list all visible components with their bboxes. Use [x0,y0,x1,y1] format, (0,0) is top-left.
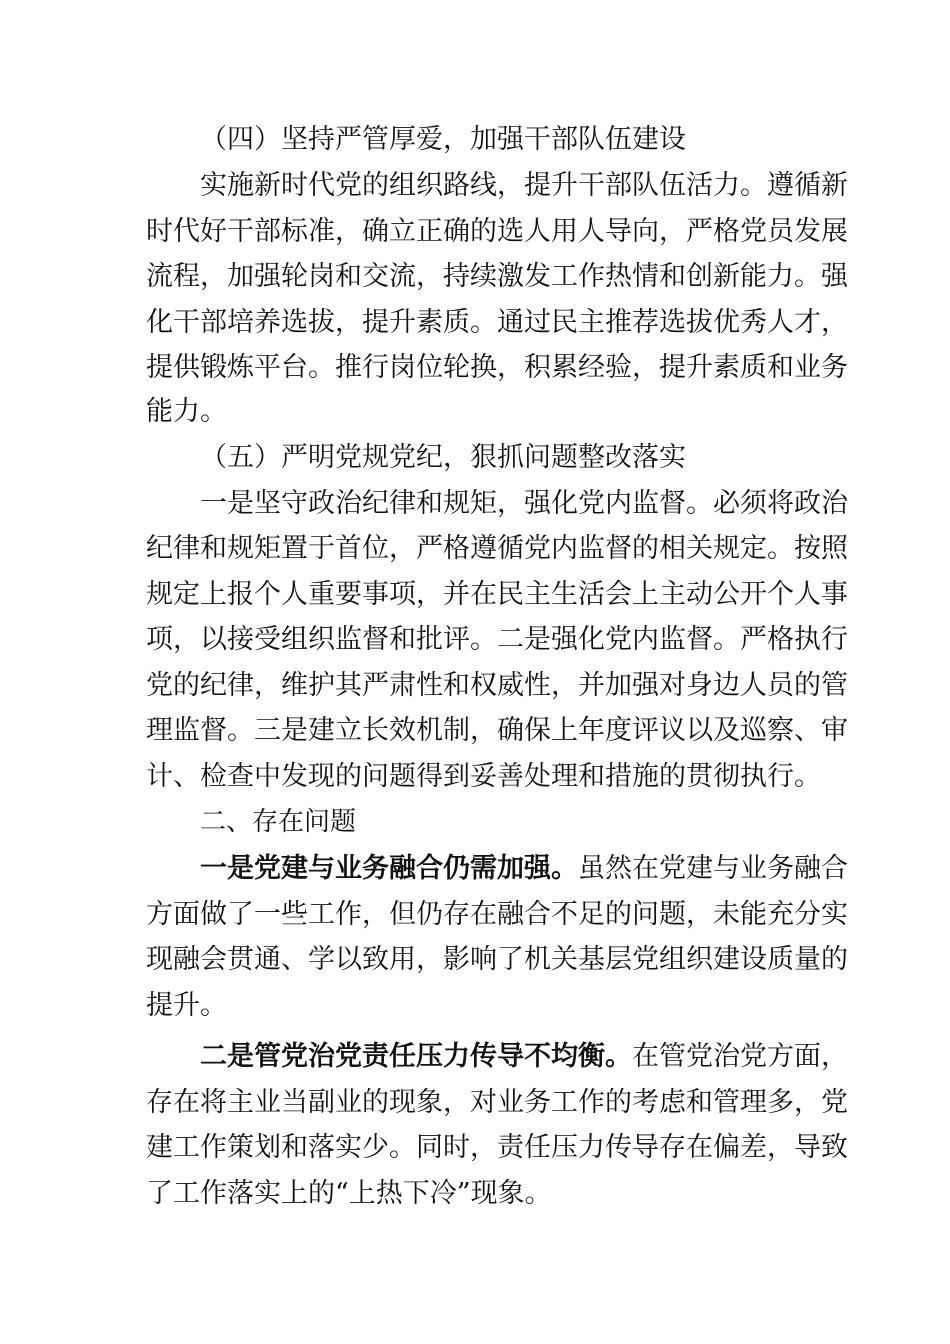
paragraph-line: 计、检查中发现的问题得到妥善处理和措施的贯彻执行。 [146,761,821,792]
paragraph-line: 现融会贯通、学以致用，影响了机关基层党组织建设质量的 [146,944,848,975]
paragraph-line: 规定上报个人重要事项，并在民主生活会上主动公开个人事 [146,579,848,610]
problem-2-lead: 二是管党治党责任压力传导不均衡。 [200,1041,632,1072]
problem-2-first-line [200,1037,848,1077]
problem-2-text: 在管党治党方面， [632,1041,848,1072]
paragraph-line: 了工作落实上的“上热下冷”现象。 [146,1178,552,1209]
paragraph-line: 时代好干部标准，确立正确的选人用人导向，严格党员发展 [146,216,848,247]
paragraph-line: 存在将主业当副业的现象，对业务工作的考虑和管理多，党 [146,1087,848,1118]
section4-heading: （四）坚持严管厚爱，加强干部队伍建设 [200,124,686,155]
problem-1-first-line [200,849,848,889]
paragraph-line: 提升。 [146,990,227,1021]
paragraph-line: 流程，加强轮岗和交流，持续激发工作热情和创新能力。强 [146,261,848,292]
paragraph-line: 提供锻炼平台。推行岗位轮换，积累经验，提升素质和业务 [146,352,848,383]
paragraph-line: 方面做了一些工作，但仍存在融合不足的问题，未能充分实 [146,899,848,930]
problems-heading: 二、存在问题 [200,807,357,837]
paragraph-line: 项，以接受组织监督和批评。二是强化党内监督。严格执行 [146,624,848,655]
paragraph-line: 党的纪律，维护其严肃性和权威性，并加强对身边人员的管 [146,670,848,701]
paragraph-line: 能力。 [146,396,227,427]
paragraph-line: 实施新时代党的组织路线，提升干部队伍活力。遵循新 [200,170,848,201]
paragraph-line: 纪律和规矩置于首位，严格遵循党内监督的相关规定。按照 [146,533,848,564]
problem-1-lead: 一是党建与业务融合仍需加强。 [200,853,578,884]
paragraph-line: 一是坚守政治纪律和规矩，强化党内监督。必须将政治 [200,488,848,519]
section5-heading: （五）严明党规党纪，狠抓问题整改落实 [200,442,686,473]
paragraph-line: 建工作策划和落实少。同时，责任压力传导存在偏差，导致 [146,1132,848,1163]
paragraph-line: 化干部培养选拔，提升素质。通过民主推荐选拔优秀人才， [146,307,848,338]
problem-1-text: 虽然在党建与业务融合 [578,853,848,884]
paragraph-line: 理监督。三是建立长效机制，确保上年度评议以及巡察、审 [146,715,848,746]
